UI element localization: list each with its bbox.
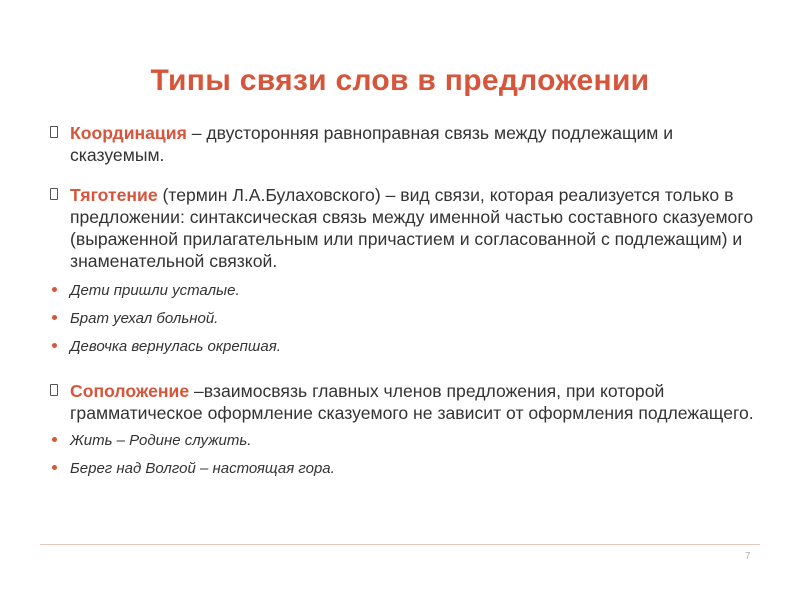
definition-gravitation bbox=[48, 184, 768, 272]
example-item bbox=[48, 460, 768, 478]
example-text: Брат уехал больной. bbox=[70, 310, 219, 327]
slide-title: Типы связи слов в предложении bbox=[150, 64, 650, 97]
footer-divider bbox=[40, 544, 760, 545]
bullet-dot-icon bbox=[52, 437, 57, 442]
example-item bbox=[48, 338, 768, 356]
slide-content bbox=[48, 122, 768, 478]
definition-text: –взаимосвязь главных членов предложения, при которой грамматическое оформление сказуемого не зависит от оформления подлежащего. bbox=[70, 381, 754, 423]
bullet-dot-icon bbox=[52, 315, 57, 320]
bullet-box-icon bbox=[50, 126, 58, 138]
example-item bbox=[48, 310, 768, 328]
term-label: Тяготение bbox=[70, 185, 158, 205]
definition-text: – двусторонняя равноправная связь между подлежащим и сказуемым. bbox=[70, 123, 674, 165]
example-item bbox=[48, 432, 768, 450]
definition-text: (термин Л.А.Булаховского) – вид связи, которая реализуется только в предложении: синтаксическая связь между именной частью составного сказуемого (выраженной прилагательным или причастием и согласованной с подлежащим) и знаменательной связкой. bbox=[70, 185, 754, 271]
bullet-dot-icon bbox=[52, 465, 57, 470]
term-label: Соположение bbox=[70, 381, 190, 401]
example-text: Дети пришли усталые. bbox=[70, 282, 240, 299]
bullet-dot-icon bbox=[52, 343, 57, 348]
term-label: Координация bbox=[70, 123, 187, 143]
bullet-dot-icon bbox=[52, 287, 57, 292]
page-number: 7 bbox=[745, 551, 751, 562]
definition-coordination bbox=[48, 122, 768, 166]
definition-juxtaposition bbox=[48, 380, 768, 424]
example-item bbox=[48, 282, 768, 300]
example-text: Жить – Родине служить. bbox=[70, 432, 252, 449]
bullet-box-icon bbox=[50, 384, 58, 396]
bullet-box-icon bbox=[50, 188, 58, 200]
example-text: Берег над Волгой – настоящая гора. bbox=[70, 460, 335, 477]
example-text: Девочка вернулась окрепшая. bbox=[70, 338, 281, 355]
